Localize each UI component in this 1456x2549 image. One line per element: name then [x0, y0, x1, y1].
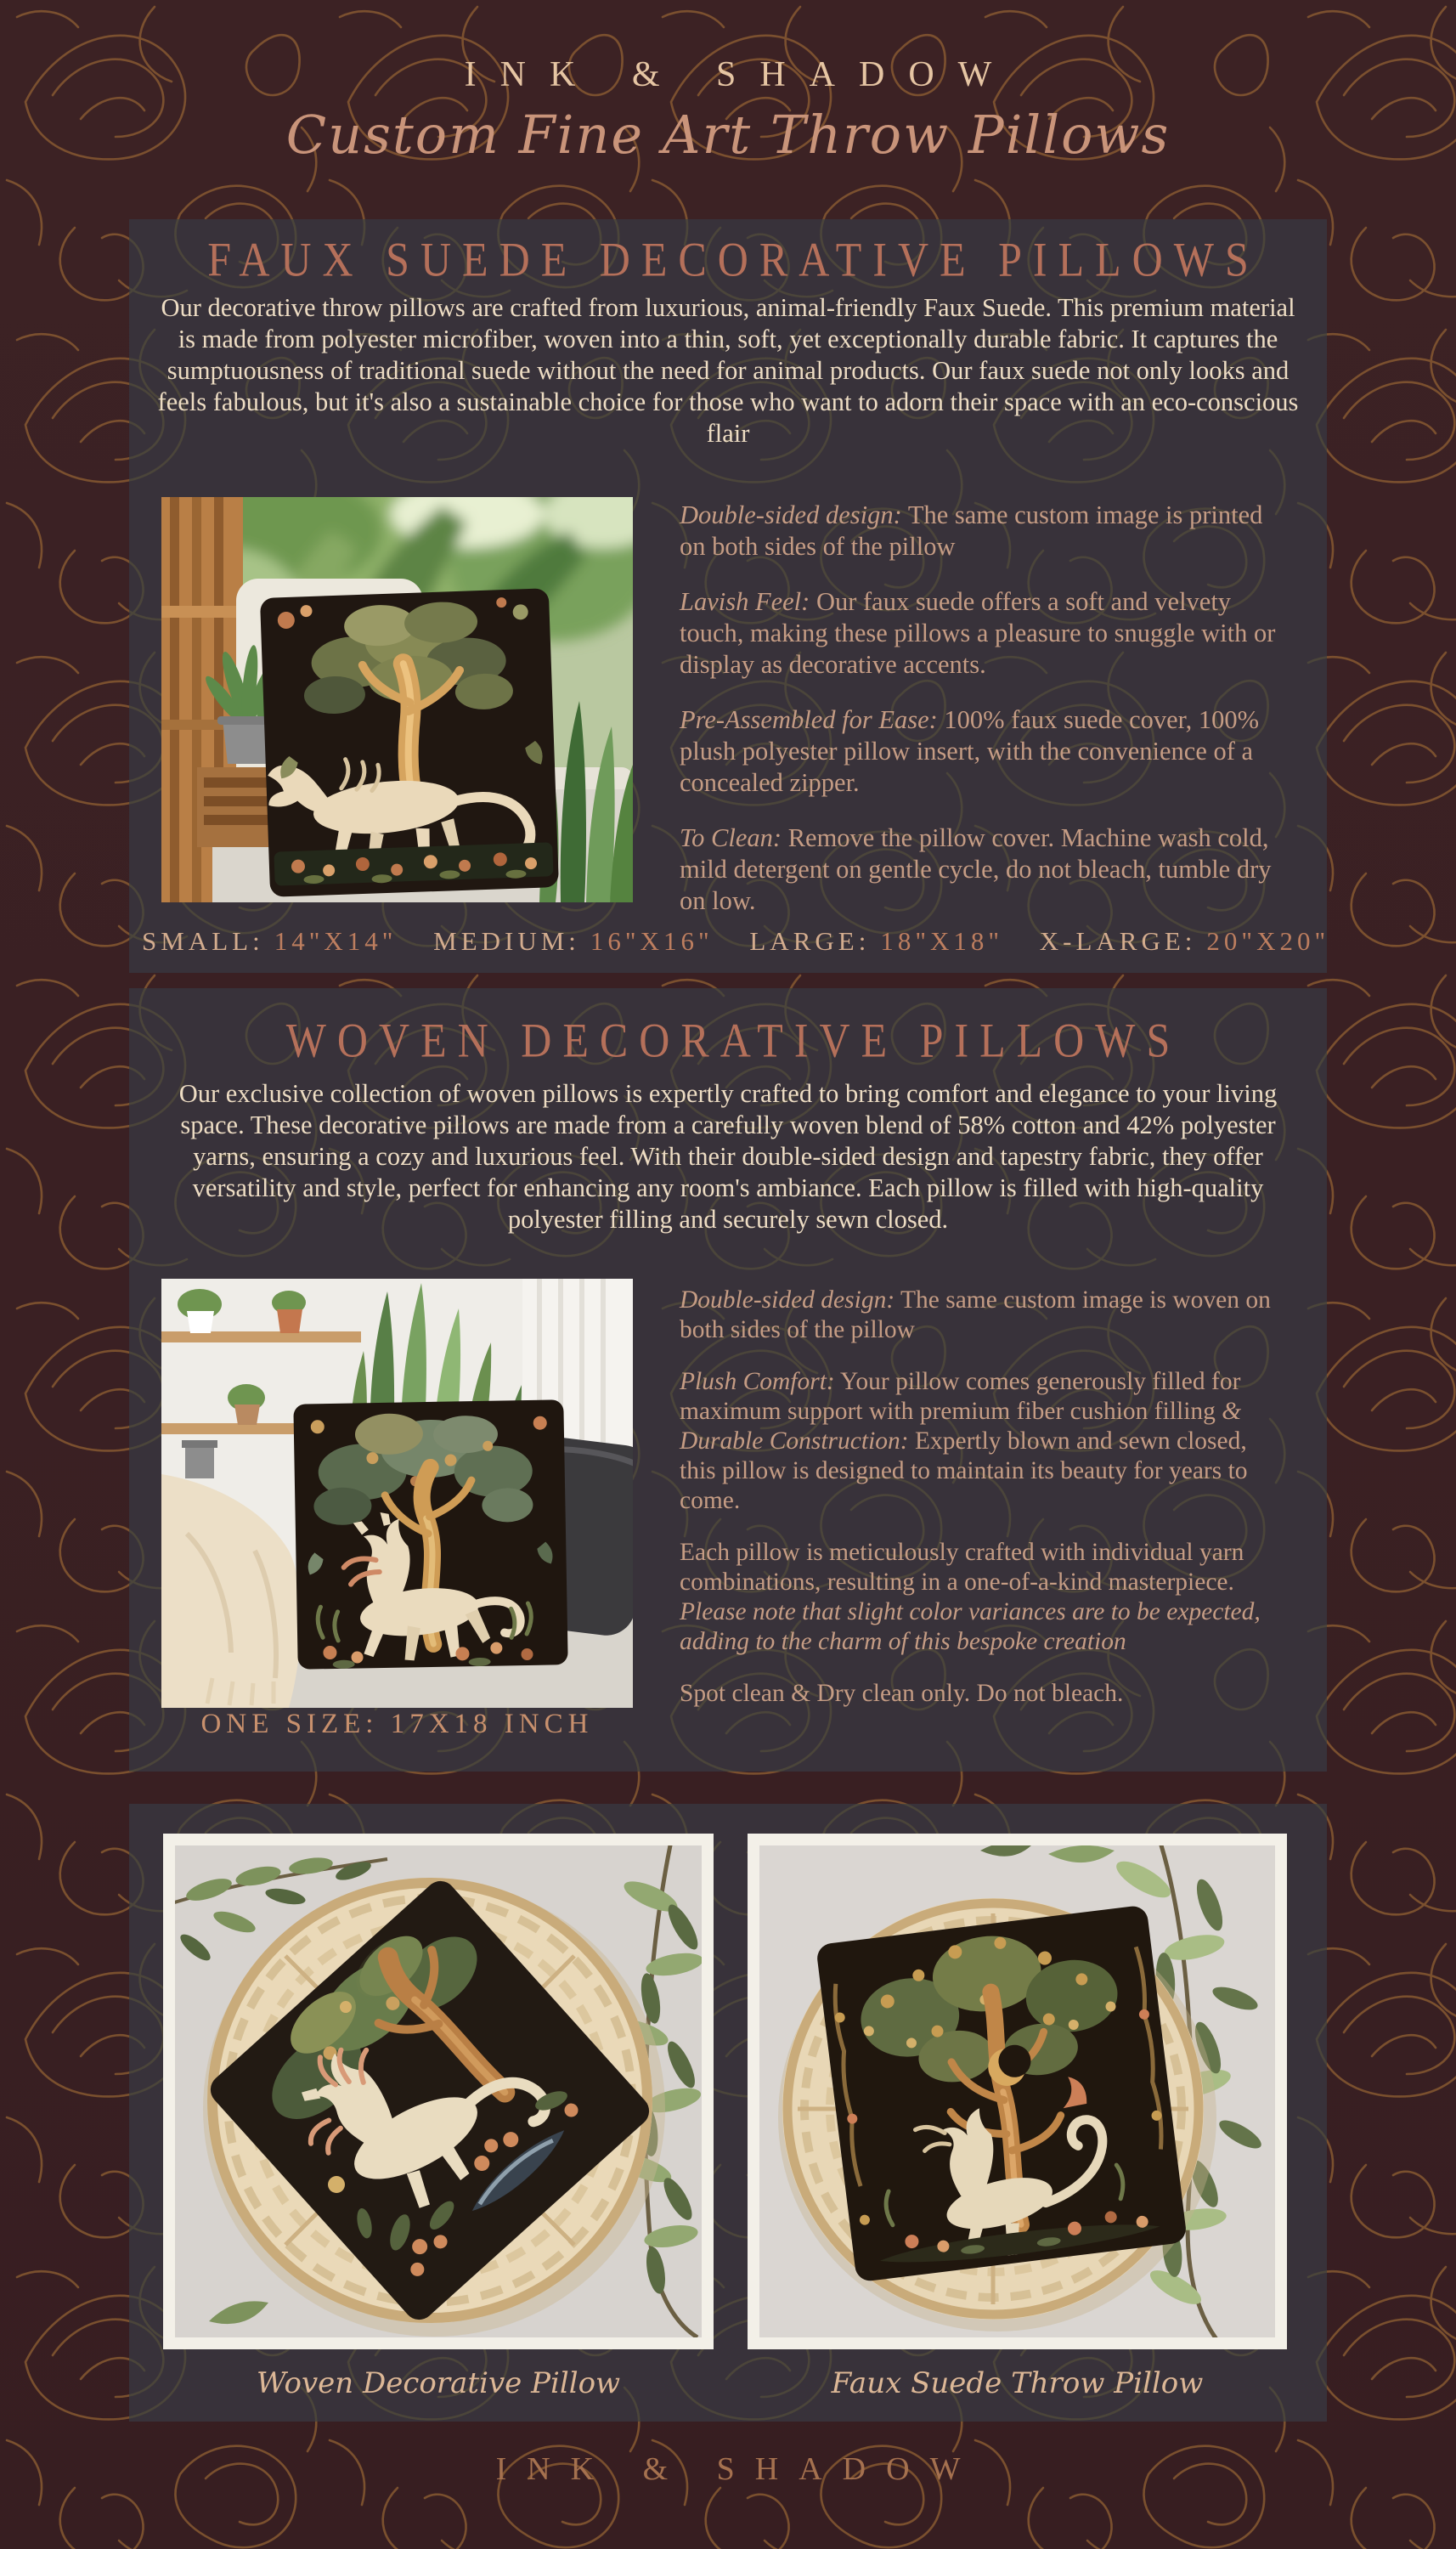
faux-suede-title: FAUX SUEDE DECORATIVE PILLOWS: [207, 232, 1260, 286]
caption-woven-pillow: Woven Decorative Pillow: [256, 2366, 621, 2400]
woven-flatlay-illustration: [175, 1845, 702, 2337]
woven-section: [129, 988, 1327, 1772]
feature-double-sided: Double-sided design: The same custom image is printed on both sides of the pillow: [680, 500, 1263, 561]
gallery-photo-woven-pillow: [163, 1834, 714, 2349]
feature-to-clean: To Clean: Remove the pillow cover. Machine wash cold, mild detergent on gentle cycle, do not bleach, tumble dry on low.: [680, 823, 1272, 915]
woven-title: WOVEN DECORATIVE PILLOWS: [285, 1013, 1182, 1067]
feature-lavish-feel: Lavish Feel: Our faux suede offers a soft and velvety touch, making these pillows a pleasure to snuggle with or display as decorative accents.: [680, 587, 1276, 679]
woven-intro: Our exclusive collection of woven pillows is expertly crafted to bring comfort and elegance to your living space. These decorative pillows are made from a carefully woven blend of 58% cotton and 42% polyester yarns, ensuring a cozy and luxurious feel. With their double-sided design and tapestry fabric, they offer versatility and style, perfect for enhancing any room's ambiance. Each pillow is filled with high-quality polyester filling and securely sewn closed.: [178, 1079, 1278, 1234]
lifestyle-photo-faux-suede: [161, 497, 633, 902]
size-large: LARGE: 18"X18": [749, 926, 1004, 956]
feature-double-sided-woven: Double-sided design: The same custom image is woven on both sides of the pillow: [680, 1286, 1271, 1343]
feature-one-of-a-kind: Each pillow is meticulously crafted with individual yarn combinations, resulting in a one-of-a-kind masterpiece. Please note that slight color variances are to be expected, adding to the charm of this bespoke creation: [680, 1539, 1261, 1655]
woven-pillow-art: [293, 1399, 567, 1670]
gallery-section: [129, 1804, 1327, 2422]
brand-wordmark-bottom: INK & SHADOW: [495, 2451, 981, 2487]
size-x-large: X-LARGE: 20"X20": [1039, 926, 1330, 956]
faux-suede-features: [680, 500, 1278, 917]
faux-suede-intro: Our decorative throw pillows are crafted from luxurious, animal-friendly Faux Suede. This premium material is made from polyester microfiber, woven into a thin, soft, yet exceptionally durable fabric. It captures the sumptuousness of traditional suede without the need for animal products. Our faux suede not only looks and feels fabulous, but it's also a sustainable choice for those who want to adorn their space with an eco-conscious flair: [157, 293, 1299, 448]
size-small: SMALL: 14"X14": [142, 926, 398, 956]
caption-faux-suede-pillow: Faux Suede Throw Pillow: [831, 2366, 1204, 2400]
faux-suede-photo-illustration: [161, 497, 633, 902]
woven-size-line: ONE SIZE: 17X18 INCH: [200, 1709, 594, 1739]
feature-plush-durable: Plush Comfort: Your pillow comes generously filled for maximum support with premium fiber cushion filling & Durable Construction: Expertly blown and sewn closed, this pillow is designed to maintain its beauty for years to come.: [680, 1368, 1248, 1514]
woven-features: [680, 1286, 1284, 1709]
faux-suede-section: [129, 219, 1330, 973]
gallery-photo-faux-suede-pillow: [748, 1834, 1287, 2349]
faux-suede-flatlay-illustration: [759, 1845, 1275, 2337]
size-medium: MEDIUM: 16"X16": [433, 926, 714, 956]
faux-suede-pillow-art: [260, 588, 559, 897]
brand-wordmark-top: INK & SHADOW: [464, 55, 1016, 94]
care-instructions: Spot clean & Dry clean only. Do not bleach.: [680, 1680, 1124, 1707]
lifestyle-photo-woven: [161, 1279, 633, 1708]
gallery-faux-pillow-art: [815, 1905, 1188, 2283]
tagline-script: Custom Fine Art Throw Pillows: [285, 104, 1171, 166]
woven-photo-illustration: [161, 1279, 633, 1708]
feature-pre-assembled: Pre-Assembled for Ease: 100% faux suede cover, 100% plush polyester pillow insert, with the convenience of a concealed zipper.: [680, 705, 1260, 797]
faux-suede-sizes: [129, 926, 1330, 957]
